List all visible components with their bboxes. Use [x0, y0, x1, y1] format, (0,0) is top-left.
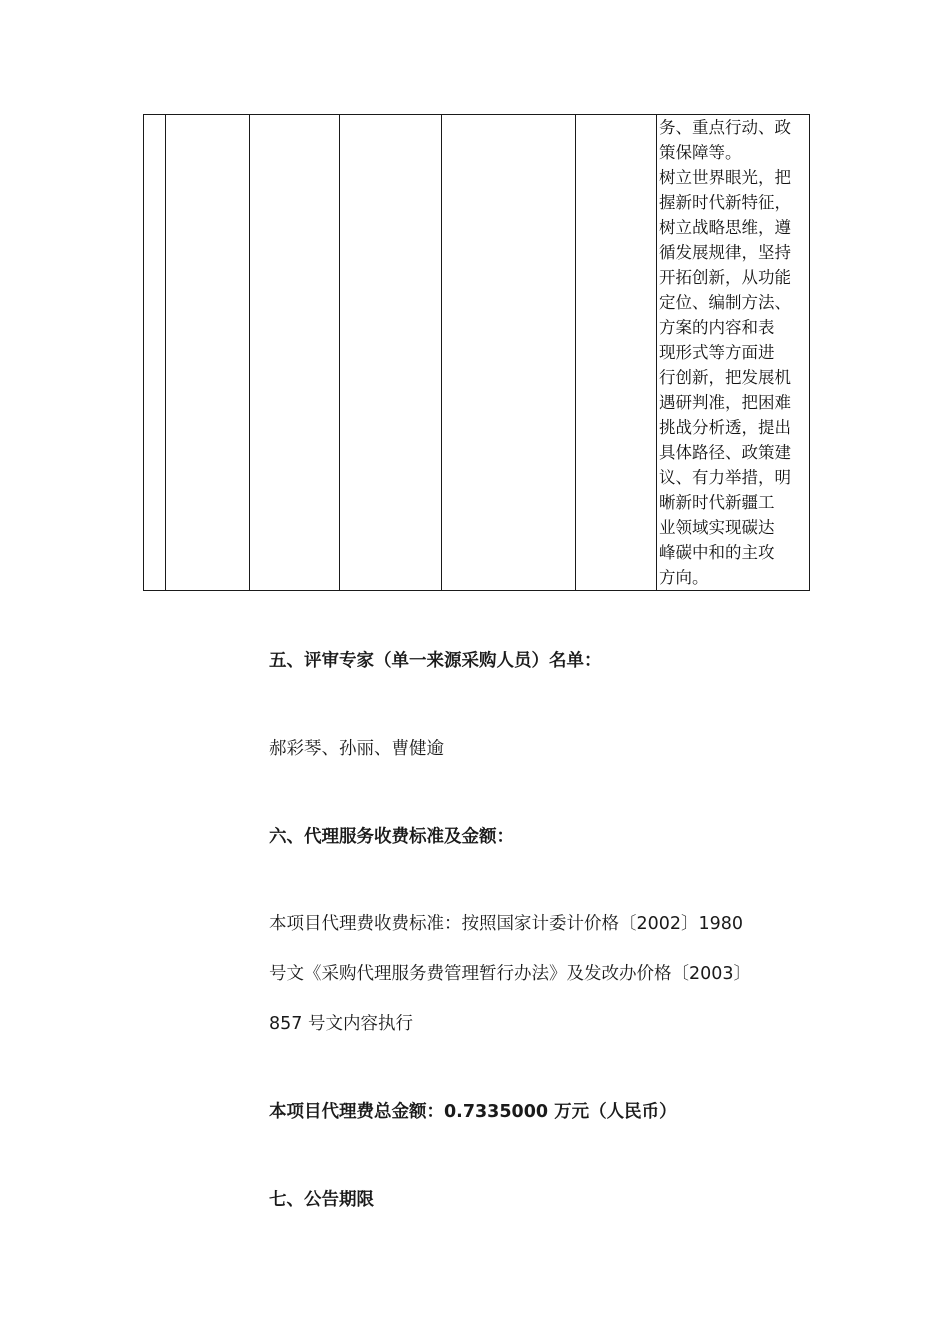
fee-standard-line-3: 857 号文内容执行 — [269, 1014, 413, 1034]
evaluation-table — [143, 114, 810, 591]
cell-paragraph-1: 务、重点行动、政 策保障等。 — [659, 118, 791, 162]
table-cell-5 — [442, 115, 576, 591]
fee-standard-line-1: 本项目代理费收费标准：按照国家计委计价格〔2002〕1980 — [269, 914, 744, 934]
fee-standard-line-2: 号文《采购代理服务费管理暂行办法》及发改办价格〔2003〕 — [269, 964, 752, 984]
table-cell-content — [657, 115, 810, 591]
table-cell-6 — [576, 115, 657, 591]
table-cell-2 — [166, 115, 250, 591]
cell-paragraph-2: 树立世界眼光，把 握新时代新特征， 树立战略思维，遵 循发展规律，坚持 开拓创新，从功能 定位、编制方法、 方案的内容和表 现形式等方面进 行创新，把发展机 遇研判准，把困难 挑战分析透，提出 具体路径、政策建 议、有力举措，明 晰新时代新疆工 业领域实现碳达 峰碳中和的主攻 方向。 — [659, 168, 791, 587]
table-cell-index — [144, 115, 166, 591]
table-row — [144, 115, 810, 591]
section-7-heading: 七、公告期限 — [269, 1190, 374, 1210]
section-6-heading: 六、代理服务收费标准及金额： — [269, 827, 514, 847]
section-5-heading: 五、评审专家（单一来源采购人员）名单： — [269, 651, 602, 671]
expert-names: 郝彩琴、孙丽、曹健逾 — [269, 739, 444, 759]
fee-total-amount: 本项目代理费总金额：0.7335000 万元（人民币） — [269, 1102, 677, 1122]
table-cell-4 — [340, 115, 442, 591]
table-cell-3 — [250, 115, 340, 591]
